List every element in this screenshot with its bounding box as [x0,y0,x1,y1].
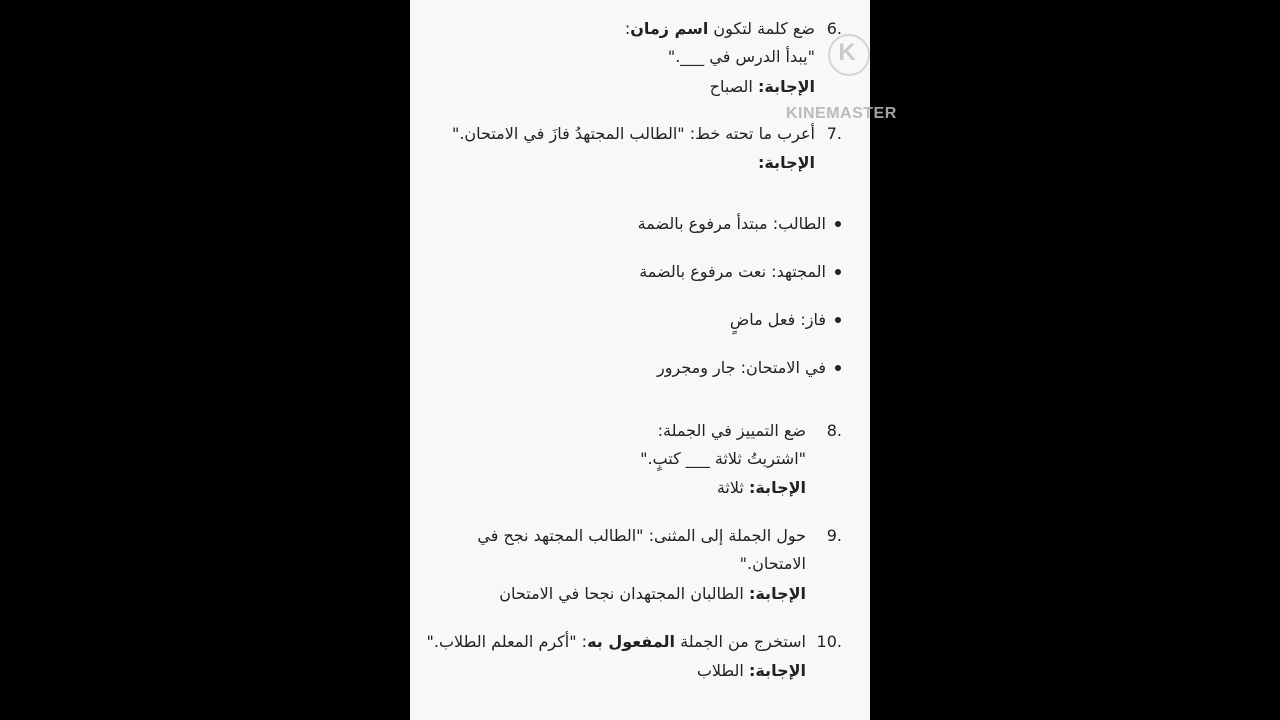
q6-answer-label: الإجابة: [757,77,815,96]
q10-number: 10. [816,632,842,651]
bullet-dot [835,365,841,371]
q10-prompt [427,631,806,653]
q9-answer-text: الطالبان المجتهدان نجحا في الامتحان [499,584,749,603]
q9-prompt-line2: الامتحان." [739,554,806,573]
q8-sentence: "اشتريتُ ثلاثة ___ كتبٍ." [640,449,806,468]
q8-prompt: ضع التمييز في الجملة: [657,421,806,440]
kinemaster-watermark [782,30,902,126]
q10-prompt-bold: المفعول به [587,632,676,651]
kinemaster-logo-letter: K [838,39,856,66]
q9-answer-label: الإجابة: [748,584,806,603]
q7-bullet-1: الطالب: مبتدأ مرفوع بالضمة [637,214,826,233]
q7-bullet-2: المجتهد: نعت مرفوع بالضمة [639,262,826,281]
q6-prompt-colon: : [624,19,631,38]
q10-answer [697,660,806,682]
q10-answer-label: الإجابة: [748,661,806,680]
q7-answer-label [758,152,815,174]
q7-answer-label-text: الإجابة: [757,153,815,172]
q6-sentence: "يبدأ الدرس في ___." [667,47,815,66]
q9-number: 9. [826,526,842,545]
bullet-dot [835,269,841,275]
q8-number: 8. [826,421,842,440]
q6-prompt-bold: اسم زمان [630,19,709,38]
q9-answer [499,583,806,605]
kinemaster-watermark-text: KINEMASTER [786,105,897,122]
q7-number: 7. [826,124,842,143]
q10-prompt-text: استخرج من الجملة [675,632,806,651]
q7-bullet-4: في الامتحان: جار ومجرور [657,358,826,377]
q7-prompt: أعرب ما تحته خط: "الطالب المجتهدُ فازَ في الامتحان." [451,124,815,143]
bullet-dot [835,221,841,227]
q10-answer-text: الطلاب [696,661,749,680]
q9-prompt-line1: حول الجملة إلى المثنى: "الطالب المجتهد نجح في [477,526,806,545]
q8-answer-text: ثلاثة [716,478,749,497]
q7-bullet-3: فاز: فعل ماضٍ [729,310,826,329]
q8-answer [717,477,806,499]
q6-number: 6. [826,19,842,38]
q10-prompt-rest: : "أكرم المعلم الطلاب." [426,632,588,651]
q6-prompt-text: ضع كلمة لتكون [708,19,815,38]
q8-answer-label: الإجابة: [748,478,806,497]
bullet-dot [835,317,841,323]
q6-answer-text: الصباح [709,77,758,96]
